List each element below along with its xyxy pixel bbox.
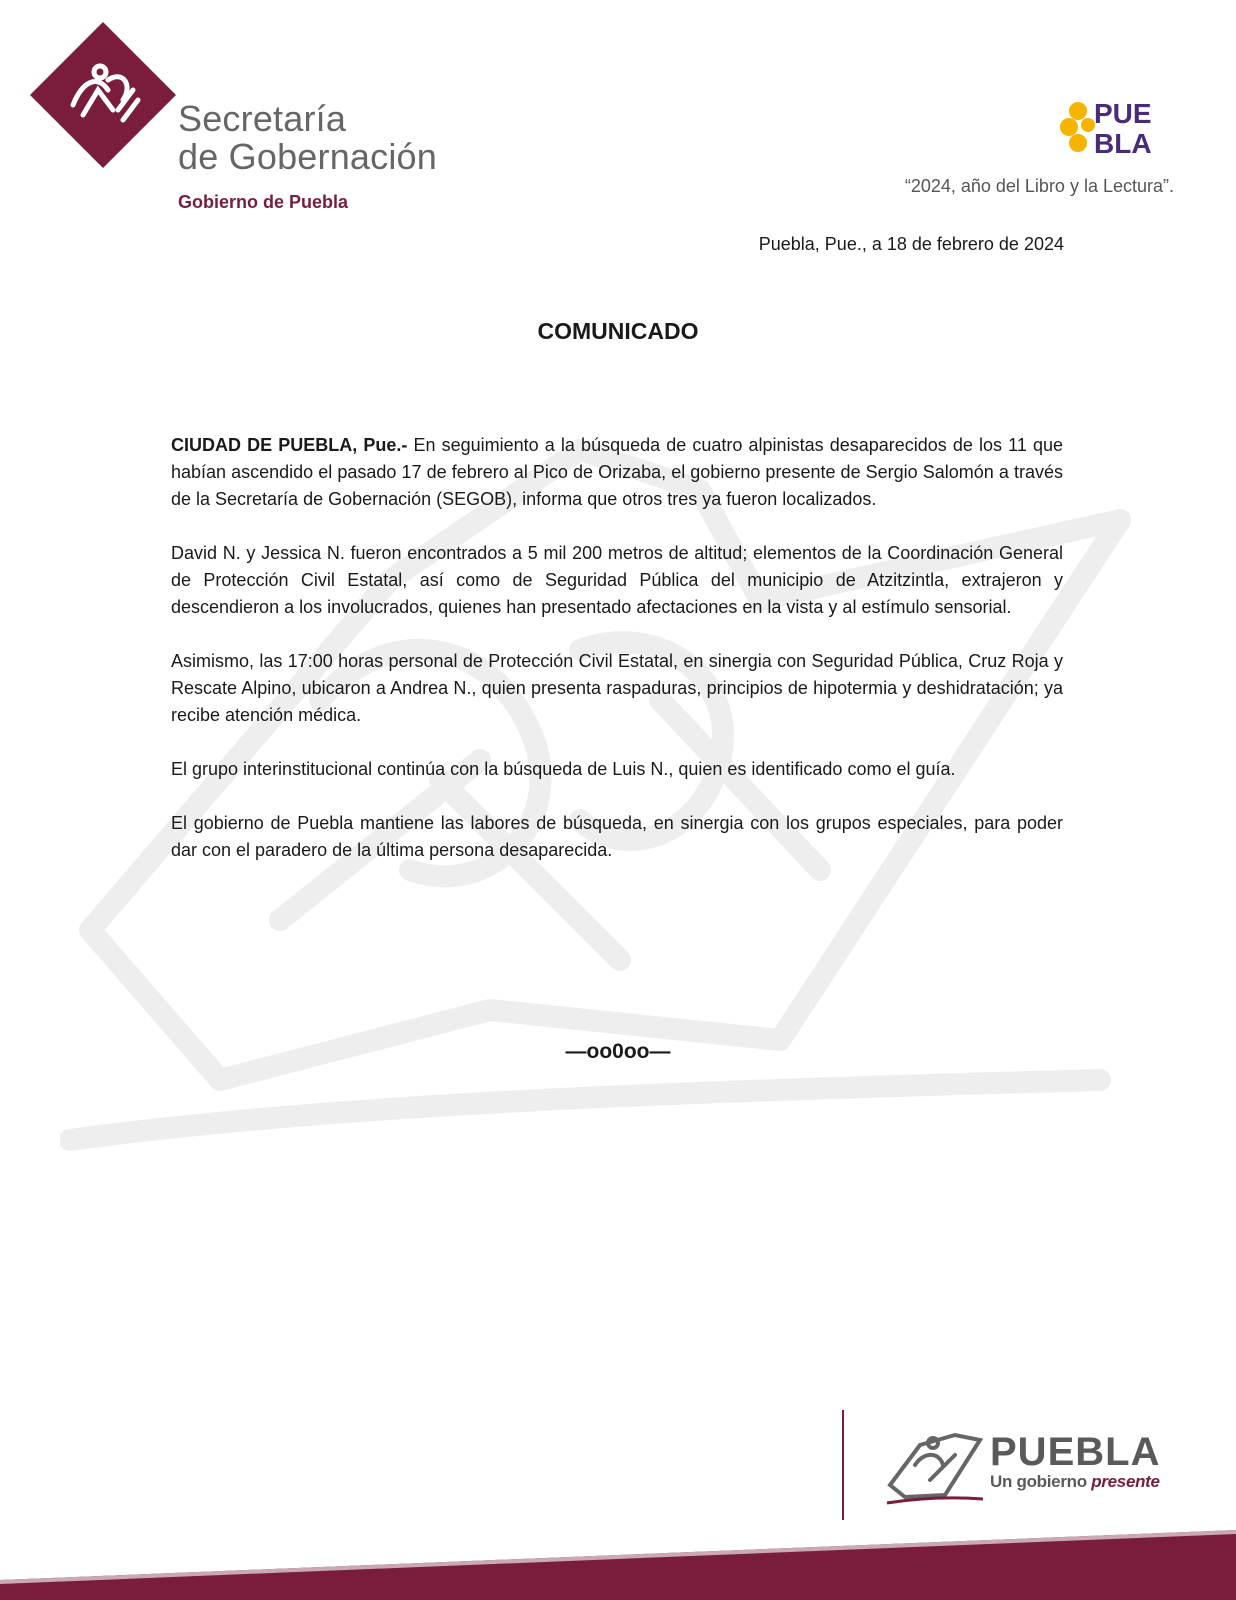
paragraph-5: El gobierno de Puebla mantiene las labores de búsqueda, en sinergia con los grupos especiales, para poder dar con el paradero de la última persona desaparecida. [171, 813, 1063, 860]
dateline-lead: CIUDAD DE PUEBLA, Pue.- [171, 435, 408, 455]
document-body [171, 432, 1063, 891]
closing-mark: —oo0oo— [565, 1040, 671, 1063]
agency-name-block [178, 100, 437, 213]
paragraph-1 [171, 432, 1063, 513]
puebla-footer-emblem-logo [885, 1425, 985, 1505]
paragraph-3: Asimismo, las 17:00 horas personal de Protección Civil Estatal, en sinergia con Seguridad Pública, Cruz Roja y Rescate Alpino, ubicaron a Andrea N., quien presenta raspaduras, principios de hipotermia y deshidratación; ya recibe atención médica. [171, 651, 1063, 725]
puebla-brand-logo [1058, 95, 1168, 157]
year-motto: “2024, año del Libro y la Lectura”. [904, 176, 1174, 196]
footer-tagline-emphasis: presente [1091, 1472, 1160, 1491]
date-line: Puebla, Pue., a 18 de febrero de 2024 [758, 234, 1064, 254]
document-title: COMUNICADO [537, 318, 699, 344]
agency-name-line1: Secretaría [178, 98, 347, 139]
agency-name-line2: de Gobernación [178, 136, 437, 177]
footer-divider [842, 1410, 844, 1520]
bottom-decorative-band [0, 1530, 1236, 1600]
secretaria-emblem-logo [28, 20, 178, 170]
paragraph-1-text: En seguimiento a la búsqueda de cuatro alpinistas desaparecidos de los 11 que habían ascendido el pasado 17 de febrero al Pico de Orizaba, el gobierno presente de Sergio Salomón a través de la Secretaría de Gobernación (SEGOB), informa que otros tres ya fueron localizados. [171, 435, 1063, 509]
paragraph-2: David N. y Jessica N. fueron encontrados a 5 mil 200 metros de altitud; elementos de la Coordinación General de Protección Civil Estatal, así como de Seguridad Pública del municipio de Atzitzintla, extrajeron y descendieron a los involucrados, quienes han presentado afectaciones en la vista y al estímulo sensorial. [171, 543, 1063, 617]
puebla-logo-bottom: BLA [1094, 128, 1152, 157]
footer-brand-title: PUEBLA [990, 1430, 1161, 1474]
paragraph-4: El grupo interinstitucional continúa con la búsqueda de Luis N., quien es identificado como el guía. [171, 759, 956, 779]
footer-brand [990, 1432, 1160, 1492]
footer-tagline [990, 1472, 1160, 1492]
government-name: Gobierno de Puebla [178, 192, 349, 212]
puebla-logo-top: PUE [1094, 98, 1152, 129]
footer-tagline-prefix: Un gobierno [990, 1472, 1092, 1491]
